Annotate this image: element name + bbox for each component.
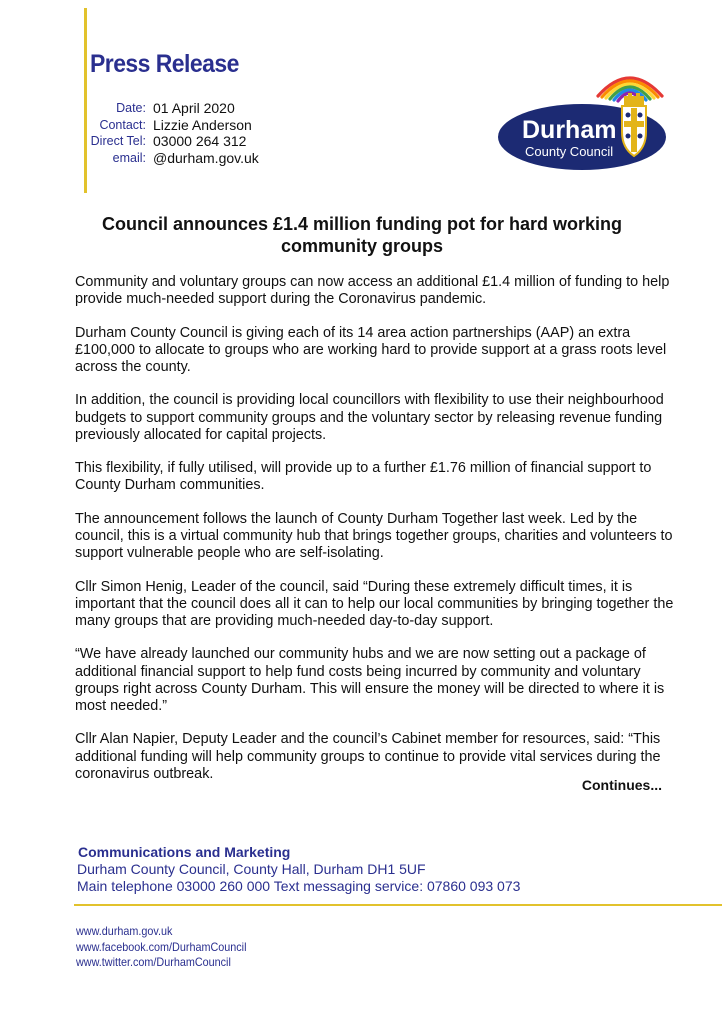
paragraph: Community and voluntary groups can now access an additional £1.4 million of funding to help provide much-needed support during the Coronavirus pandemic. (75, 274, 670, 308)
link-website[interactable]: www.durham.gov.uk (76, 924, 173, 938)
footer-divider (74, 904, 722, 906)
meta-row-email (86, 150, 259, 167)
paragraph: In addition, the council is providing local councillors with flexibility to use their neighbourhood budgets to support community groups and the voluntary sector by releasing revenue funding previously allocated for capital projects. (75, 392, 664, 443)
footer-address: Durham County Council, County Hall, Durham DH1 5UF (77, 861, 426, 877)
paragraph: Cllr Simon Henig, Leader of the council, said “During these extremely difficult times, it is important that the council does all it can to help our local communities by bringing together the many groups that are providing much-needed day-to-day support. (75, 578, 674, 629)
meta-value: @durham.gov.uk (153, 149, 259, 166)
meta-label: Direct Tel: (90, 134, 146, 148)
article-headline: Council announces £1.4 million funding pot for hard working community groups (101, 214, 622, 256)
footer-links (76, 924, 246, 971)
link-twitter[interactable]: www.twitter.com/DurhamCouncil (76, 955, 231, 969)
paragraph: The announcement follows the launch of County Durham Together last week. Led by the council, this is a virtual community hub that brings together groups, charities and volunteers to support vulnerable people who are self-isolating. (75, 510, 673, 562)
meta-row-date (86, 100, 259, 117)
link-facebook[interactable]: www.facebook.com/DurhamCouncil (76, 939, 247, 954)
footer-phone: Main telephone 03000 260 000 Text messaging service: 07860 093 073 (77, 878, 521, 894)
footer-title: Communications and Marketing (78, 844, 291, 860)
meta-value: Lizzie Anderson (153, 116, 252, 133)
paragraph: Durham County Council is giving each of its 14 area action partnerships (AAP) an extra £100,000 to allocate to groups who are working hard to provide support at a grass roots level across the county. (75, 324, 667, 375)
meta-row-phone (86, 133, 259, 150)
meta-label: Date: (116, 101, 146, 115)
contact-meta (86, 100, 259, 166)
continues-marker: Continues... (581, 777, 662, 793)
meta-row-contact (86, 117, 259, 134)
durham-county-council-logo (498, 62, 670, 172)
paragraph: This flexibility, if fully utilised, will provide up to a further £1.76 million of financial support to County Durham communities. (75, 460, 652, 494)
meta-value: 01 April 2020 (153, 100, 235, 116)
meta-value: 03000 264 312 (153, 133, 247, 149)
paragraph: Cllr Alan Napier, Deputy Leader and the council’s Cabinet member for resources, said: “This additional funding will help community groups to continue to provide vital services during the coronavirus outbreak. (75, 731, 661, 782)
logo-word-durham: Durham (522, 116, 617, 144)
page-title: Press Release (90, 50, 239, 78)
logo-word-county-council: County Council (525, 144, 614, 159)
meta-label: Contact: (99, 117, 146, 132)
meta-label: email: (112, 150, 146, 165)
paragraph: “We have already launched our community hubs and we are now setting out a package of additional financial support to help fund costs being incurred by community and voluntary groups right across County Durham. This will ensure the money will be directed to where it is most needed.” (75, 646, 665, 714)
crest-icon (622, 93, 646, 156)
article-body (75, 274, 675, 799)
